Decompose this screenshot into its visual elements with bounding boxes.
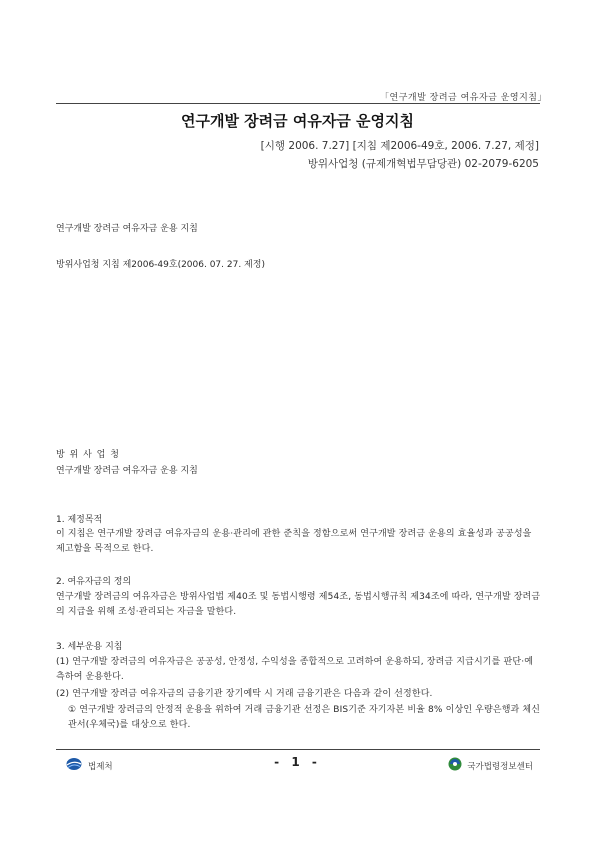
- section-1-heading: 1. 제정목적: [56, 515, 103, 525]
- section-2-text: 연구개발 장려금의 여유자금은 방위사업법 제40조 및 동법시행령 제54조, 동법시행규칙 제34조에 따라, 연구개발 장려금의 지급을 위해 조성·관리되는 자금을 말한다.: [56, 592, 541, 617]
- regulation-number: 방위사업청 지침 제2006-49호(2006. 07. 27. 제정): [56, 260, 265, 270]
- footer-left-label: 법제처: [88, 761, 113, 772]
- footer-rule: [56, 749, 540, 750]
- section-3-heading: 3. 세부운용 지침: [56, 642, 123, 652]
- header-rule: [56, 103, 540, 104]
- regulation-name: 연구개발 장려금 여유자금 운용 지침: [56, 224, 198, 234]
- section-2-heading: 2. 여유자금의 정의: [56, 577, 132, 587]
- law-center-logo-icon: [448, 757, 462, 774]
- issuer-regulation-name: 연구개발 장려금 여유자금 운용 지침: [56, 466, 198, 476]
- document-title: 연구개발 장려금 여유자금 운영지침: [180, 112, 415, 130]
- section-1-text: 이 지침은 연구개발 장려금 여유자금의 운용·관리에 관한 준칙을 정함으로써 연구개발 장려금 운용의 효율성과 공공성을 제고함을 목적으로 한다.: [56, 529, 532, 554]
- enforcement-line: [시행 2006. 7.27] [지침 제2006-49호, 2006. 7.27, 제정]: [260, 140, 539, 152]
- footer-right-label: 국가법령정보센터: [467, 761, 533, 772]
- running-header: 「연구개발 장려금 여유자금 운영지침」: [380, 93, 547, 103]
- section-3-item-2-sub-1: ① 연구개발 장려금의 안정적 운용을 위하여 거래 금융기관 선정은 BIS기준 자기자본 비율 8% 이상인 우량은행과 체신관서(우체국)를 대상으로 한다.: [68, 705, 541, 730]
- footer-right: [448, 757, 533, 774]
- page-number: - 1 -: [274, 755, 321, 769]
- agency-contact-line: 방위사업청 (규제개혁법무담당관) 02-2079-6205: [307, 158, 539, 170]
- section-3-item-1: (1) 연구개발 장려금의 여유자금은 공공성, 안정성, 수익성을 종합적으로 고려하여 운용하되, 장려금 지급시기를 판단·예측하여 운용한다.: [56, 657, 534, 682]
- issuing-agency: 방 위 사 업 청: [56, 450, 120, 460]
- section-3-item-2: (2) 연구개발 장려금 여유자금의 금융기관 장기예탁 시 거래 금융기관은 다음과 같이 선정한다.: [56, 689, 433, 699]
